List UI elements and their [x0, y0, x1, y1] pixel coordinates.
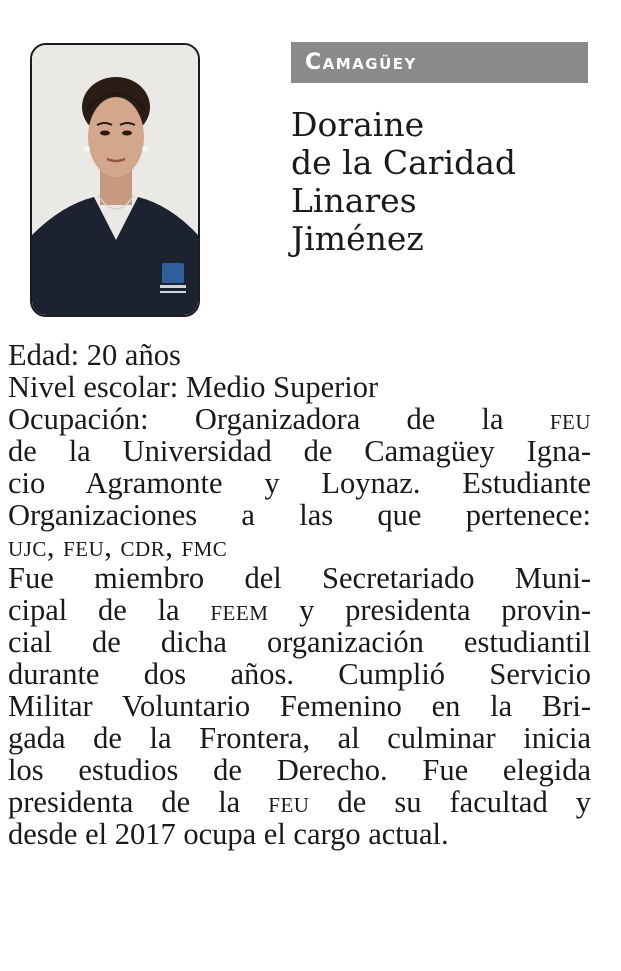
province-label: Camagüey — [305, 50, 417, 75]
portrait-photo — [30, 43, 200, 317]
bio-line-ocupacion — [8, 401, 591, 436]
bio-line — [8, 784, 592, 819]
edad-value: 20 años — [86, 338, 181, 372]
biography — [8, 340, 591, 851]
acronym-feem: feem — [210, 593, 269, 628]
bio-text: presidenta de la — [8, 784, 241, 819]
bio-text: de su facultad y — [337, 784, 592, 819]
acronym-feu: feu — [549, 401, 591, 436]
bio-line — [8, 595, 591, 627]
bio-line: cial de dicha organización estudiantil — [8, 625, 591, 660]
bio-line: los estudios de Derecho. Fue elegida — [8, 752, 591, 787]
bio-line: de la Universidad de Camagüey Igna- — [8, 433, 591, 468]
bio-line: Militar Voluntario Femenino en la Bri- — [8, 688, 591, 723]
person-name — [291, 106, 591, 258]
province-banner — [291, 42, 588, 83]
bio-line: cio Agramonte y Loynaz. Estudiante — [8, 465, 591, 500]
bio-line: gada de la Frontera, al culminar inicia — [8, 720, 591, 755]
ocupacion-text: Organizadora de la — [194, 401, 504, 436]
bio-text: cipal de la — [8, 593, 180, 628]
bio-line: Fue miembro del Secretariado Muni- — [8, 561, 591, 596]
bio-line: durante dos años. Cumplió Servicio — [8, 657, 591, 692]
name-line: Doraine — [291, 105, 425, 144]
bio-line-edad — [8, 340, 591, 372]
ocupacion-label: Ocupación: — [8, 401, 149, 436]
nivel-label: Nivel escolar: — [8, 369, 179, 404]
bio-line-nivel — [8, 369, 591, 404]
portrait-illustration — [32, 45, 198, 315]
organizaciones-value: ujc, feu, cdr, fmc — [8, 529, 228, 564]
bio-line: desde el 2017 ocupa el cargo actual. — [8, 816, 449, 851]
edad-label: Edad: — [8, 338, 80, 372]
name-line: de la Caridad — [291, 143, 517, 182]
acronym-feu: feu — [268, 784, 310, 819]
name-line: Jiménez — [291, 219, 424, 258]
nivel-value: Medio Superior — [185, 369, 379, 404]
organizaciones-label: Organizaciones a las que pertenece: — [8, 497, 591, 532]
name-line: Linares — [291, 181, 417, 220]
bio-text: y presidenta provin- — [299, 593, 592, 628]
